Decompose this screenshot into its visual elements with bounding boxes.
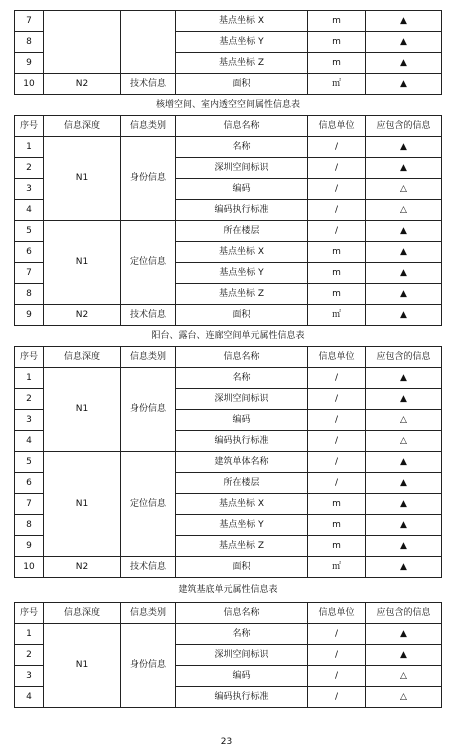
cell-depth: N1: [44, 221, 121, 305]
cell-required: △: [366, 200, 442, 221]
cell-unit: /: [308, 687, 366, 708]
cell-depth: N1: [44, 368, 121, 452]
cell-name: 基点坐标 X: [176, 242, 308, 263]
cell-depth: N2: [44, 74, 121, 95]
header-depth: 信息深度: [44, 347, 121, 368]
cell-depth-empty: [44, 11, 121, 74]
table-title-row: [15, 326, 442, 347]
cell-name: 基点坐标 Y: [176, 263, 308, 284]
cell-no: 7: [15, 494, 44, 515]
cell-no: 10: [15, 557, 44, 578]
cell-unit: /: [308, 666, 366, 687]
cell-required: ▲: [366, 368, 442, 389]
cell-unit: /: [308, 431, 366, 452]
cell-name: 基点坐标 Z: [176, 536, 308, 557]
cell-required: △: [366, 410, 442, 431]
cell-unit: m: [308, 11, 366, 32]
cell-category-empty: [121, 11, 176, 74]
header-no: 序号: [15, 116, 44, 137]
table-row: [15, 368, 442, 389]
header-required: 应包含的信息: [366, 347, 442, 368]
cell-unit: ㎡: [308, 305, 366, 326]
cell-unit: /: [308, 200, 366, 221]
cell-unit: /: [308, 137, 366, 158]
cell-name: 基点坐标 Y: [176, 32, 308, 53]
header-unit: 信息单位: [308, 347, 366, 368]
cell-name: 面积: [176, 557, 308, 578]
header-depth: 信息深度: [44, 603, 121, 624]
cell-no: 3: [15, 410, 44, 431]
cell-name: 深圳空间标识: [176, 389, 308, 410]
cell-required: ▲: [366, 137, 442, 158]
cell-no: 3: [15, 179, 44, 200]
cell-required: △: [366, 179, 442, 200]
cell-category: 定位信息: [121, 452, 176, 557]
cell-no: 3: [15, 666, 44, 687]
cell-no: 4: [15, 200, 44, 221]
cell-required: ▲: [366, 452, 442, 473]
cell-required: ▲: [366, 263, 442, 284]
cell-required: ▲: [366, 32, 442, 53]
cell-name: 编码: [176, 666, 308, 687]
cell-unit: /: [308, 368, 366, 389]
table-title: 建筑基底单元属性信息表: [15, 578, 442, 603]
cell-unit: ㎡: [308, 74, 366, 95]
cell-unit: /: [308, 410, 366, 431]
cell-depth: N1: [44, 452, 121, 557]
cell-name: 基点坐标 Z: [176, 284, 308, 305]
cell-required: ▲: [366, 473, 442, 494]
cell-required: △: [366, 431, 442, 452]
cell-required: ▲: [366, 536, 442, 557]
cell-name: 基点坐标 Z: [176, 53, 308, 74]
cell-required: △: [366, 666, 442, 687]
cell-no: 2: [15, 645, 44, 666]
cell-no: 6: [15, 242, 44, 263]
table-row: [15, 137, 442, 158]
header-no: 序号: [15, 603, 44, 624]
page-number: 23: [220, 737, 233, 747]
table-row: [15, 305, 442, 326]
cell-category: 技术信息: [121, 305, 176, 326]
cell-required: ▲: [366, 242, 442, 263]
cell-name: 面积: [176, 74, 308, 95]
table-title: 核增空间、室内透空空间属性信息表: [15, 95, 442, 116]
cell-category: 身份信息: [121, 368, 176, 452]
table-row: [15, 557, 442, 578]
cell-unit: /: [308, 179, 366, 200]
cell-name: 建筑单体名称: [176, 452, 308, 473]
header-required: 应包含的信息: [366, 603, 442, 624]
cell-required: ▲: [366, 74, 442, 95]
cell-no: 2: [15, 389, 44, 410]
cell-required: ▲: [366, 515, 442, 536]
document-page: [14, 10, 441, 708]
cell-category: 身份信息: [121, 137, 176, 221]
cell-no: 4: [15, 431, 44, 452]
table-title: 阳台、露台、连廊空间单元属性信息表: [15, 326, 442, 347]
cell-no: 9: [15, 305, 44, 326]
header-name: 信息名称: [176, 603, 308, 624]
cell-name: 基点坐标 Y: [176, 515, 308, 536]
cell-name: 编码执行标准: [176, 431, 308, 452]
cell-unit: m: [308, 494, 366, 515]
cell-no: 5: [15, 452, 44, 473]
cell-unit: /: [308, 473, 366, 494]
cell-unit: m: [308, 284, 366, 305]
cell-name: 编码执行标准: [176, 687, 308, 708]
cell-name: 名称: [176, 624, 308, 645]
cell-unit: /: [308, 452, 366, 473]
header-name: 信息名称: [176, 116, 308, 137]
cell-unit: m: [308, 53, 366, 74]
header-category: 信息类别: [121, 603, 176, 624]
cell-unit: /: [308, 221, 366, 242]
cell-depth: N1: [44, 137, 121, 221]
header-category: 信息类别: [121, 347, 176, 368]
cell-no: 7: [15, 263, 44, 284]
table-row: [15, 221, 442, 242]
table-row: [15, 11, 442, 32]
cell-no: 4: [15, 687, 44, 708]
cell-unit: m: [308, 242, 366, 263]
cell-name: 编码执行标准: [176, 200, 308, 221]
cell-unit: m: [308, 536, 366, 557]
header-unit: 信息单位: [308, 603, 366, 624]
cell-required: ▲: [366, 53, 442, 74]
cell-name: 名称: [176, 368, 308, 389]
cell-depth: N2: [44, 557, 121, 578]
cell-required: ▲: [366, 645, 442, 666]
cell-no: 8: [15, 32, 44, 53]
cell-name: 编码: [176, 410, 308, 431]
attribute-table-continued: [14, 10, 442, 708]
cell-required: ▲: [366, 11, 442, 32]
cell-required: ▲: [366, 494, 442, 515]
cell-name: 基点坐标 X: [176, 494, 308, 515]
header-no: 序号: [15, 347, 44, 368]
cell-category: 技术信息: [121, 74, 176, 95]
cell-name: 编码: [176, 179, 308, 200]
cell-no: 9: [15, 536, 44, 557]
cell-unit: ㎡: [308, 557, 366, 578]
cell-unit: m: [308, 32, 366, 53]
cell-required: ▲: [366, 305, 442, 326]
header-name: 信息名称: [176, 347, 308, 368]
cell-required: △: [366, 687, 442, 708]
cell-name: 名称: [176, 137, 308, 158]
cell-no: 10: [15, 74, 44, 95]
cell-unit: m: [308, 263, 366, 284]
table-row: [15, 624, 442, 645]
cell-no: 1: [15, 137, 44, 158]
cell-required: ▲: [366, 624, 442, 645]
cell-no: 1: [15, 368, 44, 389]
cell-depth: N1: [44, 624, 121, 708]
cell-category: 技术信息: [121, 557, 176, 578]
cell-required: ▲: [366, 284, 442, 305]
cell-name: 所在楼层: [176, 221, 308, 242]
header-required: 应包含的信息: [366, 116, 442, 137]
cell-required: ▲: [366, 221, 442, 242]
cell-no: 2: [15, 158, 44, 179]
cell-no: 5: [15, 221, 44, 242]
cell-no: 8: [15, 284, 44, 305]
cell-name: 深圳空间标识: [176, 645, 308, 666]
table-row: [15, 74, 442, 95]
cell-no: 1: [15, 624, 44, 645]
table-row: [15, 452, 442, 473]
cell-no: 8: [15, 515, 44, 536]
cell-no: 7: [15, 11, 44, 32]
header-depth: 信息深度: [44, 116, 121, 137]
cell-required: ▲: [366, 557, 442, 578]
cell-name: 深圳空间标识: [176, 158, 308, 179]
cell-unit: m: [308, 515, 366, 536]
cell-unit: /: [308, 158, 366, 179]
table-header-row: [15, 116, 442, 137]
cell-category: 身份信息: [121, 624, 176, 708]
cell-no: 6: [15, 473, 44, 494]
cell-name: 面积: [176, 305, 308, 326]
cell-no: 9: [15, 53, 44, 74]
header-unit: 信息单位: [308, 116, 366, 137]
cell-required: ▲: [366, 389, 442, 410]
table-title-row: [15, 95, 442, 116]
cell-name: 所在楼层: [176, 473, 308, 494]
cell-unit: /: [308, 645, 366, 666]
table-header-row: [15, 603, 442, 624]
cell-depth: N2: [44, 305, 121, 326]
cell-name: 基点坐标 X: [176, 11, 308, 32]
cell-category: 定位信息: [121, 221, 176, 305]
table-header-row: [15, 347, 442, 368]
header-category: 信息类别: [121, 116, 176, 137]
cell-required: ▲: [366, 158, 442, 179]
cell-unit: /: [308, 389, 366, 410]
cell-unit: /: [308, 624, 366, 645]
table-title-row: [15, 578, 442, 603]
